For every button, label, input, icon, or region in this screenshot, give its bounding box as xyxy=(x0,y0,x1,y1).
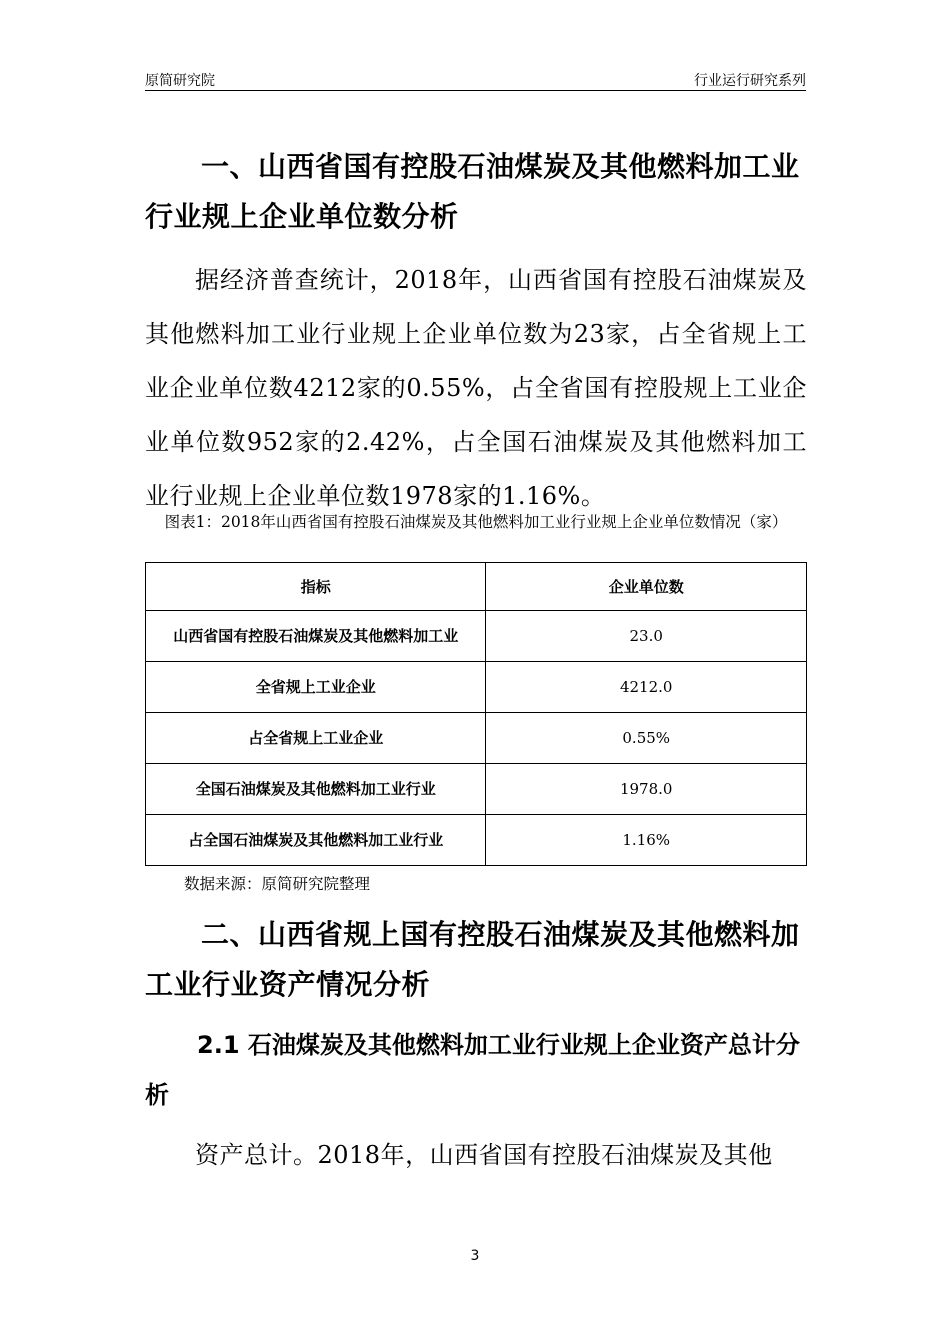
section-2-heading: 二、山西省规上国有控股石油煤炭及其他燃料加工业行业资产情况分析 xyxy=(145,918,800,1001)
table-row xyxy=(146,713,807,764)
row-value: 1978.0 xyxy=(486,764,807,815)
section-1-heading: 一、山西省国有控股石油煤炭及其他燃料加工业行业规上企业单位数分析 xyxy=(145,150,800,233)
table-row xyxy=(146,662,807,713)
table-row xyxy=(146,815,807,866)
row-label: 占全省规上工业企业 xyxy=(146,713,486,764)
section-2-1-heading: 2.1 石油煤炭及其他燃料加工业行业规上企业资产总计分析 xyxy=(145,1031,800,1109)
column-header-indicator: 指标 xyxy=(146,563,486,611)
table-header-row xyxy=(146,563,807,611)
row-value: 23.0 xyxy=(486,611,807,662)
row-value: 1.16% xyxy=(486,815,807,866)
enterprise-count-table xyxy=(145,562,807,866)
column-header-count: 企业单位数 xyxy=(486,563,807,611)
row-label: 全国石油煤炭及其他燃料加工业行业 xyxy=(146,764,486,815)
table-row xyxy=(146,764,807,815)
row-label: 全省规上工业企业 xyxy=(146,662,486,713)
row-value: 4212.0 xyxy=(486,662,807,713)
row-label: 占全国石油煤炭及其他燃料加工业行业 xyxy=(146,815,486,866)
section-1-paragraph: 据经济普查统计，2018年，山西省国有控股石油煤炭及其他燃料加工业行业规上企业单位数为23家，占全省规上工业企业单位数4212家的0.55%，占全省国有控股规上工业企业单位数952家的2.42%，占全国石油煤炭及其他燃料加工业行业规上企业单位数1978家的1.16%。 xyxy=(145,266,807,510)
table-row xyxy=(146,611,807,662)
header-divider xyxy=(145,90,806,91)
header-org-name: 原简研究院 xyxy=(145,73,215,89)
table-caption: 图表1：2018年山西省国有控股石油煤炭及其他燃料加工业行业规上企业单位数情况（家） xyxy=(164,513,788,531)
section-2-paragraph: 资产总计。2018年，山西省国有控股石油煤炭及其他 xyxy=(195,1141,773,1169)
data-source-note: 数据来源：原简研究院整理 xyxy=(184,875,371,893)
page-number: 3 xyxy=(470,1248,480,1264)
header-series-name: 行业运行研究系列 xyxy=(694,73,806,89)
row-value: 0.55% xyxy=(486,713,807,764)
row-label: 山西省国有控股石油煤炭及其他燃料加工业 xyxy=(146,611,486,662)
